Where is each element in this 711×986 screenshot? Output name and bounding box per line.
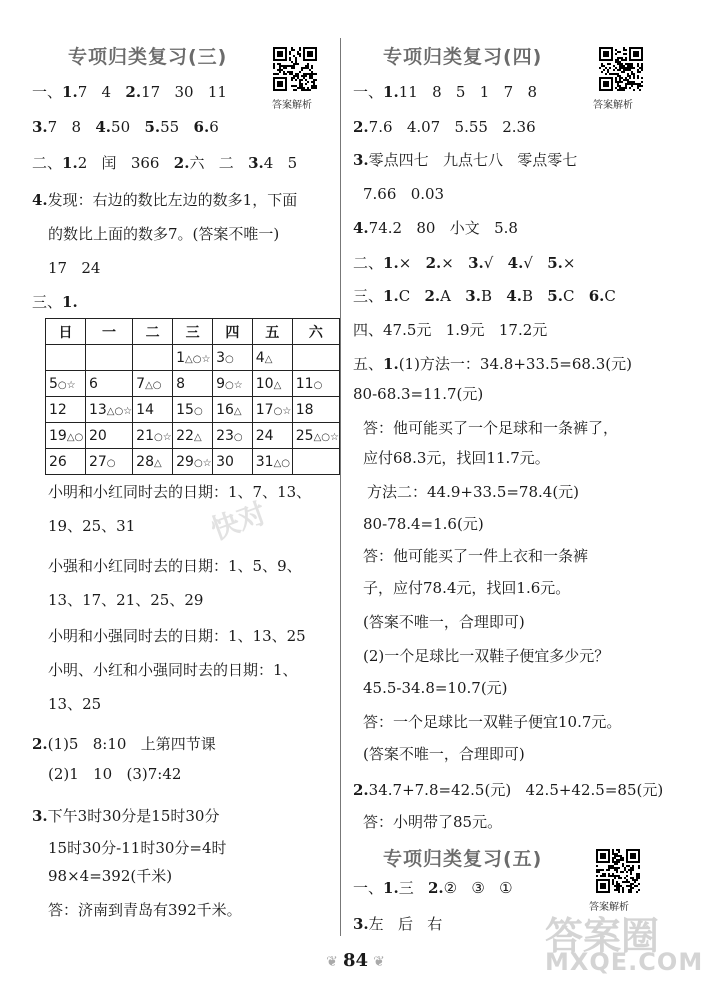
calendar-marks: ○☆ (57, 379, 76, 391)
right-line-10 (353, 384, 483, 404)
text-segment: (2)一个足球比一双鞋子便宜多少元？ (363, 647, 610, 665)
left-line-13 (48, 660, 298, 680)
calendar-header-cell: 三 (173, 319, 213, 345)
text-segment: × (398, 254, 426, 272)
qr-code-icon (273, 46, 317, 92)
calendar-day: 11 (295, 375, 314, 392)
section-title-4: 专项归类复习(四) (383, 46, 543, 68)
text-segment: 80-68.3=11.7(元) (353, 385, 484, 403)
left-line-18 (48, 838, 227, 858)
calendar-cell (46, 371, 86, 397)
qr-code-5[interactable] (596, 848, 640, 894)
calendar-cell (85, 397, 132, 423)
calendar-marks: ○ (233, 431, 243, 443)
calendar-cell (213, 397, 253, 423)
calendar-cell (133, 449, 173, 475)
right-line-25 (353, 914, 442, 934)
calendar-header-cell: 四 (213, 319, 253, 345)
page-footer (0, 950, 711, 971)
calendar-marks: △○☆ (185, 353, 211, 365)
text-segment: 19、25、31 (48, 517, 136, 535)
right-line-7 (353, 286, 616, 306)
calendar-cell (292, 423, 339, 449)
right-line-9 (353, 354, 632, 374)
calendar-header-cell: 二 (133, 319, 173, 345)
calendar-day: 24 (255, 427, 274, 444)
leaf-left-icon: ❦ (326, 954, 338, 970)
calendar-cell (252, 345, 292, 371)
text-segment: 3. (248, 154, 264, 172)
calendar-cell (252, 397, 292, 423)
left-line-20 (48, 900, 242, 920)
section-title-5: 专项归类复习(五) (383, 848, 543, 870)
calendar-marks: △○ (145, 379, 162, 391)
right-line-5 (353, 218, 518, 238)
text-segment: √ (483, 254, 508, 272)
calendar-cell (85, 423, 132, 449)
calendar-cell (252, 423, 292, 449)
calendar-marks: ○ (313, 379, 323, 391)
text-segment: 45.5-34.8=10.7(元) (363, 679, 508, 697)
left-line-6 (48, 258, 100, 278)
text-segment: (1)方法一：34.8+33.5=68.3(元) (398, 355, 632, 373)
calendar-day: 23 (216, 427, 234, 444)
left-line-1 (32, 82, 227, 102)
leaf-right-icon: ❦ (373, 954, 385, 970)
right-line-24 (353, 878, 513, 898)
left-line-19 (48, 866, 172, 886)
watermark-brand: 答案圈 (545, 914, 660, 958)
text-segment: 6 (209, 118, 219, 136)
text-segment: 7 4 (77, 83, 126, 101)
text-segment: 2. (32, 735, 48, 753)
text-segment: 五、 (353, 355, 384, 373)
text-segment: 4. (32, 191, 48, 209)
left-line-5 (48, 224, 279, 244)
right-line-16 (363, 578, 570, 598)
right-line-13 (367, 482, 579, 502)
text-segment: 四、47.5元 1.9元 17.2元 (353, 321, 548, 339)
right-line-17 (363, 612, 525, 632)
qr-code-4[interactable] (599, 46, 643, 92)
calendar-cell (173, 345, 213, 371)
text-segment: 7.66 0.03 (363, 185, 445, 203)
calendar-day: 17 (255, 401, 274, 418)
qr-code-3[interactable] (273, 46, 317, 92)
text-segment: 小明和小红同时去的日期：1、7、13、 (48, 483, 312, 501)
text-segment: 3. (32, 118, 48, 136)
text-segment: (2)1 10 (3)7:42 (48, 765, 182, 783)
text-segment: 5. (547, 254, 563, 272)
text-segment: 三 (398, 879, 428, 897)
calendar-day: 18 (295, 401, 314, 418)
left-line-12 (48, 626, 306, 646)
calendar-cell (173, 423, 213, 449)
text-segment: 二、 (32, 154, 63, 172)
text-segment: 三、 (32, 293, 63, 311)
text-segment: 一、 (353, 879, 384, 897)
calendar-day: 7 (136, 375, 146, 392)
text-segment: 7.6 4.07 5.55 2.36 (368, 118, 536, 136)
calendar-row (46, 371, 340, 397)
text-segment: 50 (111, 118, 145, 136)
calendar-cell (292, 345, 339, 371)
calendar-day: 8 (176, 375, 186, 392)
text-segment: B (521, 287, 548, 305)
text-segment: 答：济南到青岛有392千米。 (48, 901, 242, 919)
text-segment: 2. (353, 118, 369, 136)
calendar-marks: △○☆ (106, 405, 133, 417)
text-segment: 3. (465, 287, 481, 305)
calendar-marks: ○ (106, 457, 116, 469)
text-segment: 2. (425, 254, 442, 272)
text-segment: (答案不唯一，合理即可) (363, 745, 525, 763)
text-segment: ② ③ ① (443, 879, 513, 897)
left-line-2 (32, 117, 219, 137)
text-segment: (1)5 8:10 上第四节课 (47, 735, 216, 753)
calendar-cell (85, 371, 132, 397)
calendar-day: 30 (216, 453, 234, 470)
right-line-1 (353, 82, 537, 102)
text-segment: 13、25 (48, 695, 102, 713)
text-segment: 1. (383, 254, 399, 272)
calendar-marks: △ (273, 379, 282, 391)
text-segment: 13、17、21、25、29 (48, 591, 204, 609)
calendar-cell (292, 397, 339, 423)
calendar-marks: ○ (225, 353, 234, 365)
text-segment: 98×4=392(千米) (48, 867, 173, 885)
qr-code-icon (599, 46, 643, 92)
calendar-cell (173, 371, 213, 397)
text-segment: 3. (32, 807, 48, 825)
calendar-day: 31 (255, 453, 274, 470)
text-segment: 4. (95, 118, 112, 136)
text-segment: 34.7+7.8=42.5(元) 42.5+42.5=85(元) (368, 781, 664, 799)
text-segment: 3. (353, 915, 369, 933)
right-line-2 (353, 117, 536, 137)
text-segment: 4. (506, 287, 522, 305)
calendar-day: 22 (176, 427, 194, 444)
calendar-day: 29 (176, 453, 194, 470)
calendar-row (46, 449, 340, 475)
calendar-cell (46, 423, 86, 449)
calendar-marks: ○☆ (273, 405, 292, 417)
left-line-11 (48, 590, 203, 610)
left-line-7 (32, 292, 78, 312)
calendar-cell (46, 345, 86, 371)
left-line-9 (48, 516, 135, 536)
text-segment: 应付68.3元，找回11.7元。 (363, 449, 550, 467)
calendar-cell (173, 449, 213, 475)
text-segment: C (562, 287, 589, 305)
column-divider (340, 38, 341, 936)
right-line-4 (363, 184, 444, 204)
calendar-cell (133, 423, 173, 449)
calendar-day: 1 (176, 349, 186, 366)
text-segment: 小强和小红同时去的日期：1、5、9、 (48, 557, 302, 575)
text-segment: 4. (353, 219, 369, 237)
text-segment: 1. (383, 879, 399, 897)
calendar-day: 13 (88, 401, 107, 418)
text-segment: 5. (547, 287, 563, 305)
calendar-marks: △○☆ (313, 431, 339, 443)
calendar-marks: ○☆ (193, 457, 212, 469)
left-line-8 (48, 482, 311, 502)
qr-code-icon (596, 848, 640, 894)
text-segment: (答案不唯一，合理即可) (363, 613, 525, 631)
calendar-day: 3 (216, 349, 226, 366)
text-segment: 2. (173, 154, 190, 172)
calendar-cell (46, 449, 86, 475)
text-segment: C (604, 287, 616, 305)
text-segment: A (440, 287, 466, 305)
text-segment: 发现：右边的数比左边的数多1，下面 (47, 191, 298, 209)
text-segment: 小明、小红和小强同时去的日期：1、 (48, 661, 298, 679)
section-title-3: 专项归类复习(三) (68, 46, 228, 68)
calendar-day: 15 (176, 401, 194, 418)
calendar-day: 16 (216, 401, 234, 418)
right-line-12 (363, 448, 550, 468)
text-segment: 2. (424, 287, 441, 305)
calendar-day: 21 (136, 427, 154, 444)
text-segment: 2. (428, 879, 444, 897)
right-line-19 (363, 678, 508, 698)
left-line-4 (32, 190, 297, 210)
right-line-6 (353, 253, 575, 273)
calendar-day: 19 (49, 427, 67, 444)
text-segment: 3. (353, 151, 369, 169)
text-segment: 二、 (353, 254, 384, 272)
watermark-stamp: 快对 (206, 496, 271, 547)
calendar-cell (252, 449, 292, 475)
page-number: 84 (342, 950, 369, 971)
right-line-3 (353, 150, 577, 170)
right-line-23 (363, 812, 502, 832)
calendar-marks: △ (264, 353, 273, 365)
text-segment: 3. (468, 254, 484, 272)
calendar-day: 5 (49, 375, 58, 392)
calendar-day: 27 (88, 453, 107, 470)
calendar-marks: △○ (66, 431, 84, 443)
right-line-8 (353, 320, 547, 340)
text-segment: 子，应付78.4元，找回1.6元。 (363, 579, 571, 597)
text-segment: B (480, 287, 507, 305)
calendar-marks: ○☆ (225, 379, 243, 391)
calendar-day: 9 (216, 375, 226, 392)
text-segment: 的数比上面的数多7。(答案不唯一) (48, 225, 280, 243)
calendar-body (46, 345, 340, 475)
right-line-15 (363, 546, 588, 566)
text-segment: 答：他可能买了一件上衣和一条裤 (363, 547, 589, 565)
text-segment: 6. (588, 287, 605, 305)
text-segment: 三、 (353, 287, 384, 305)
left-line-14 (48, 694, 101, 714)
text-segment: 4. (507, 254, 524, 272)
calendar-cell (292, 371, 339, 397)
text-segment: 答：一个足球比一双鞋子便宜10.7元。 (363, 713, 622, 731)
left-line-3 (32, 153, 297, 173)
calendar-table (45, 318, 340, 475)
text-segment: 6. (193, 118, 210, 136)
text-segment: 4 5 (263, 154, 298, 172)
calendar-cell (213, 371, 253, 397)
text-segment: 零点四七 九点七八 零点零七 (368, 151, 578, 169)
calendar-day: 4 (255, 349, 265, 366)
text-segment: 1. (62, 83, 78, 101)
qr-label-5: 答案解析 (589, 902, 629, 913)
text-segment: 1. (62, 154, 78, 172)
calendar-day: 6 (88, 375, 98, 392)
qr-label-4: 答案解析 (593, 100, 633, 111)
text-segment: 74.2 80 小文 5.8 (368, 219, 518, 237)
text-segment: 一、 (353, 83, 384, 101)
calendar-day: 10 (255, 375, 274, 392)
right-line-18 (363, 646, 609, 666)
text-segment: 15时30分-11时30分=4时 (48, 839, 227, 857)
text-segment: 2 闰 366 (77, 154, 174, 172)
calendar-marks: △ (233, 405, 242, 417)
calendar-cell (252, 371, 292, 397)
text-segment: 答：他可能买了一个足球和一条裤了， (363, 419, 619, 437)
calendar-marks: △ (193, 431, 202, 443)
calendar-cell (173, 397, 213, 423)
calendar-day: 12 (49, 401, 67, 418)
calendar-cell (213, 449, 253, 475)
calendar-day: 26 (49, 453, 67, 470)
right-line-21 (363, 744, 525, 764)
text-segment: 1. (383, 83, 399, 101)
calendar-day: 20 (88, 427, 107, 444)
text-segment: 答：小明带了85元。 (363, 813, 503, 831)
calendar-cell (213, 423, 253, 449)
text-segment: 六 二 (189, 154, 249, 172)
left-line-17 (32, 806, 219, 826)
calendar-cell (133, 397, 173, 423)
calendar-cell (133, 371, 173, 397)
calendar-row (46, 397, 340, 423)
right-line-11 (363, 418, 618, 438)
calendar-marks: ○☆ (153, 431, 172, 443)
text-segment: 左 后 右 (368, 915, 443, 933)
calendar-header-cell: 一 (85, 319, 132, 345)
calendar-row (46, 345, 340, 371)
calendar-header-cell: 日 (46, 319, 86, 345)
text-segment: 17 30 11 (141, 83, 227, 101)
right-line-22 (353, 780, 663, 800)
calendar-day: 28 (136, 453, 154, 470)
text-segment: 小明和小强同时去的日期：1、13、25 (48, 627, 306, 645)
text-segment: × (441, 254, 469, 272)
text-segment: × (562, 254, 576, 272)
calendar-day: 25 (295, 427, 314, 444)
calendar-cell (133, 345, 173, 371)
qr-label-3: 答案解析 (272, 100, 312, 111)
calendar-header-row (46, 319, 340, 345)
text-segment: C (398, 287, 425, 305)
text-segment: 下午3时30分是15时30分 (47, 807, 220, 825)
calendar-marks: △ (153, 457, 162, 469)
text-segment: 2. (353, 781, 369, 799)
left-line-10 (48, 556, 302, 576)
text-segment: 1. (62, 293, 78, 311)
calendar-cell (292, 449, 339, 475)
calendar-marks: ○ (193, 405, 203, 417)
text-segment: 一、 (32, 83, 63, 101)
text-segment: 55 (160, 118, 194, 136)
right-line-14 (363, 514, 484, 534)
text-segment: 7 8 (47, 118, 96, 136)
left-line-15 (32, 734, 216, 754)
text-segment: 2. (125, 83, 142, 101)
text-segment: 17 24 (48, 259, 101, 277)
text-segment: 11 8 5 1 7 8 (398, 83, 538, 101)
left-line-16 (48, 764, 181, 784)
text-segment: 1. (383, 355, 399, 373)
calendar-cell (46, 397, 86, 423)
calendar-header-cell: 六 (292, 319, 339, 345)
right-line-20 (363, 712, 621, 732)
text-segment: 1. (383, 287, 399, 305)
text-segment: 方法二：44.9+33.5=78.4(元) (367, 483, 580, 501)
text-segment: 80-78.4=1.6(元) (363, 515, 484, 533)
calendar-day: 14 (136, 401, 154, 418)
text-segment: 5. (144, 118, 161, 136)
calendar-marks: △○ (273, 457, 291, 469)
calendar-header-cell: 五 (252, 319, 292, 345)
watermark-site: MXQE.COM (545, 948, 704, 976)
calendar-cell (85, 345, 132, 371)
calendar-cell (85, 449, 132, 475)
calendar-cell (213, 345, 253, 371)
calendar-row (46, 423, 340, 449)
text-segment: √ (523, 254, 548, 272)
